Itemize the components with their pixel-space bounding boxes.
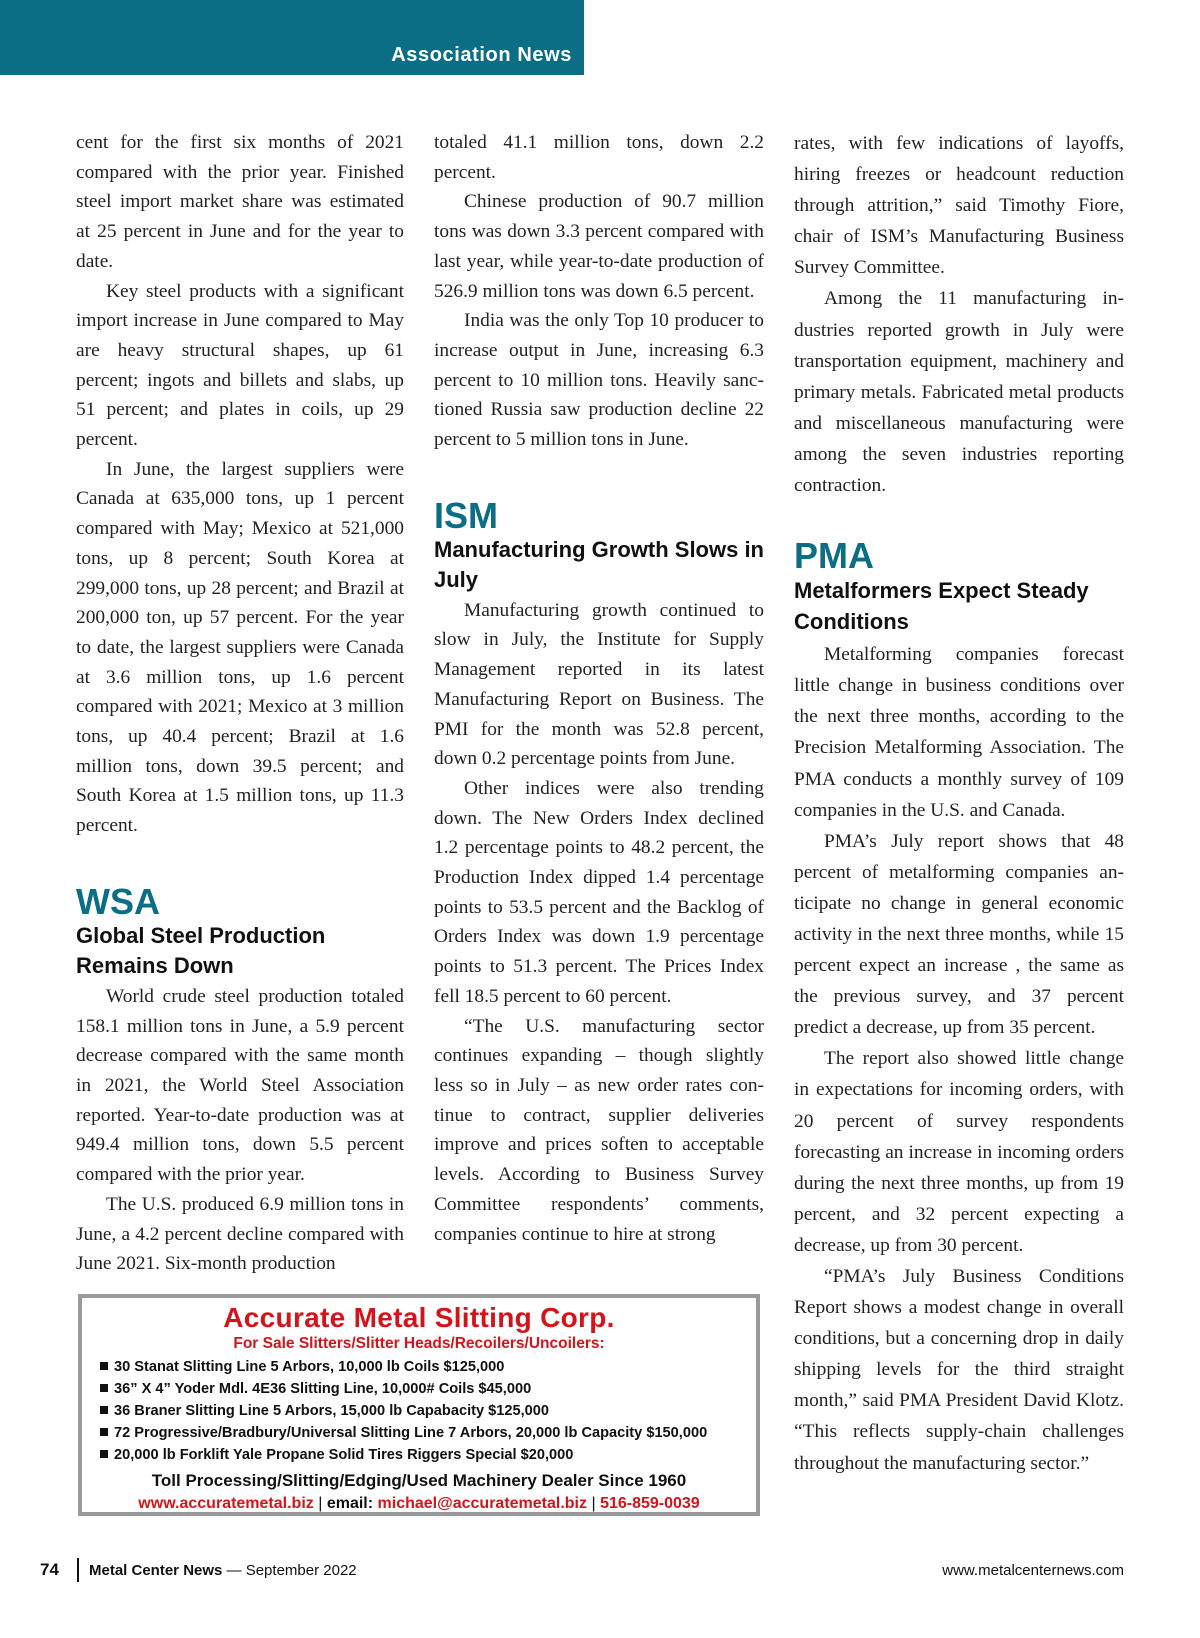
ad-phone: 516-859-0039 (600, 1495, 700, 1512)
ad-item: 72 Progressive/Bradbury/Universal Slitting Line 7 Arbors, 20,000 lb Capacity $150,000 (100, 1422, 756, 1444)
issue-date: — September 2022 (226, 1562, 357, 1579)
paragraph: Metalforming companies forecast little change in business conditions over the next three months, according to the Precision Metalforming Association. The PMA conducts a monthly survey of 109 companies in the U.S. and Canada. (794, 644, 1124, 821)
section-tag: PMA (794, 535, 874, 577)
square-bullet-icon (100, 1362, 108, 1370)
ad-company-name: Accurate Metal Slitting Corp. (223, 1302, 615, 1333)
section-header-pma (794, 537, 1124, 637)
column-3 (794, 128, 1124, 1479)
paragraph: In June, the largest suppliers were Canada at 635,000 tons, up 1 percent compared with May; Mexico at 521,000 tons, up 8 percent; South Korea at 299,000 tons, up 28 percent; and Brazil at 200,000 ton, up 57 percent. For the year to date, the largest suppliers were Canada at 3.6 million tons, up 1.6 percent compared with 2021; Mexico at 3 million tons, up 40.4 percent; Brazil at 1.6 million tons, down 39.5 percent; and South Korea at 1.5 million tons, up 11.3 percent. (76, 458, 404, 837)
section-header-ism (434, 494, 764, 595)
publication-credit (89, 1562, 357, 1579)
ad-item: 36 Braner Slitting Line 5 Arbors, 15,000 lb Capabacity $125,000 (100, 1400, 756, 1422)
column-2 (434, 128, 764, 1249)
paragraph: Other indices were also trending down. The New Orders Index declined 1.2 percentage points to 48.2 percent, the Production Index dipped 1.4 percentage points to 53.5 percent and the Backlog of Orders Index was down 1.9 percentage points to 51.3 percent. The Prices Index fell 18.5 percent to 60 percent. (434, 777, 764, 1007)
section-tag: ISM (434, 494, 499, 536)
section-title: Global Steel Production Remains Down (76, 922, 326, 978)
paragraph: Among the 11 manufacturing industries reported growth in July were transportation equipment, machinery and primary metals. Fabricated metal products and miscellaneous manufacturing were among the seven industries reporting contraction. (794, 288, 1124, 497)
square-bullet-icon (100, 1384, 108, 1392)
paragraph: totaled 41.1 million tons, down 2.2 percent. (434, 132, 764, 183)
paragraph: The U.S. produced 6.9 million tons in June, a 4.2 percent decline compared with June 2021. Six-month production (76, 1193, 404, 1275)
ad-subtitle: For Sale Slitters/Slitter Heads/Recoilers/Uncoilers: (233, 1335, 605, 1352)
paragraph: “The U.S. manufacturing sector continues expanding – though slightly less so in July – as new order rates continue to contract, supplier deliveries improve and prices soften to acceptable levels. According to Business Survey Committee respondents’ comments, companies continue to hire at strong (434, 1015, 764, 1245)
section-header-wsa (76, 880, 404, 981)
ad-item: 20,000 lb Forklift Yale Propane Solid Tires Riggers Special $20,000 (100, 1444, 756, 1466)
ad-item: 30 Stanat Slitting Line 5 Arbors, 10,000 lb Coils $125,000 (100, 1356, 756, 1378)
square-bullet-icon (100, 1406, 108, 1414)
footer-divider (77, 1558, 79, 1582)
column-1 (76, 128, 404, 1279)
section-title: Manufacturing Growth Slows in July (434, 536, 764, 592)
paragraph: cent for the first six months of 2021 compared with the prior year. Finished steel import market share was estimated at 25 percent in June and for the year to date. (76, 132, 404, 272)
ad-email-link[interactable]: michael@accuratemetal.biz (377, 1495, 587, 1512)
section-label: Association News (391, 44, 572, 66)
page-number: 74 (40, 1560, 59, 1579)
ad-item-list (82, 1356, 756, 1466)
classified-ad (78, 1294, 760, 1516)
paragraph: Manufacturing growth continued to slow in July, the Institute for Supply Management reported in its latest Manufacturing Report on Business. The PMI for the month was 52.8 percent, down 0.2 percentage points from June. (434, 599, 764, 770)
paragraph: India was the only Top 10 producer to increase output in June, increasing 6.3 percent to 10 million tons. Heavily sanctioned Russia saw production decline 22 percent to 5 million tons in June. (434, 310, 764, 451)
paragraph: “PMA’s July Business Conditions Report shows a modest change in overall conditions, but a concerning drop in daily shipping levels for the third straight month,” said PMA President David Klotz. “This reflects supply-chain challenges throughout the manufacturing sector.” (794, 1266, 1124, 1474)
divider: | (591, 1495, 596, 1512)
publication-name: Metal Center News (89, 1562, 223, 1579)
paragraph: The report also showed little change in expectations for incoming orders, with 20 percent of survey respondents forecasting an increase in incoming orders during the next three months, up from 19 percent, and 32 percent expecting a decrease, up from 30 percent. (794, 1048, 1124, 1256)
ad-email-label: email: (326, 1495, 374, 1512)
ad-item: 36” X 4” Yoder Mdl. 4E36 Slitting Line, 10,000# Coils $45,000 (100, 1378, 756, 1400)
ad-website-link[interactable]: www.accuratemetal.biz (138, 1495, 314, 1512)
square-bullet-icon (100, 1450, 108, 1458)
square-bullet-icon (100, 1428, 108, 1436)
section-title: Metalformers Expect Steady Conditions (794, 578, 1089, 635)
ad-tagline: Toll Processing/Slitting/Edging/Used Machinery Dealer Since 1960 (151, 1471, 687, 1490)
paragraph: Chinese production of 90.7 million tons was down 3.3 percent compared with last year, while year-to-date production of 526.9 million tons was down 6.5 percent. (434, 191, 764, 302)
divider: | (318, 1495, 323, 1512)
section-banner (0, 0, 584, 75)
paragraph: Key steel products with a significant import increase in June compared to May are heavy structural shapes, up 61 percent; ingots and billets and slabs, up 51 percent; and plates in coils, up 29 percent. (76, 280, 404, 451)
paragraph: PMA’s July report shows that 48 percent of metalforming companies anticipate no change in general economic activity in the next three months, while 15 percent expect an increase , the same as the previous survey, and 37 percent predict a decrease, up from 35 percent. (794, 830, 1124, 1039)
page-footer (40, 1558, 1124, 1588)
ad-contact-line (82, 1493, 756, 1515)
publication-url[interactable]: www.metalcenternews.com (942, 1562, 1124, 1579)
paragraph: World crude steel production totaled 158.1 million tons in June, a 5.9 percent decrease compared with the same month in 2021, the World Steel Association reported. Year-to-date production was at 949.4 million tons, down 5.5 percent compared with the prior year. (76, 985, 404, 1186)
paragraph: rates, with few indications of layoffs, hiring freezes or headcount reduction through attrition,” said Timothy Fiore, chair of ISM’s Manufacturing Business Survey Committee. (794, 133, 1124, 279)
section-tag: WSA (76, 880, 160, 922)
